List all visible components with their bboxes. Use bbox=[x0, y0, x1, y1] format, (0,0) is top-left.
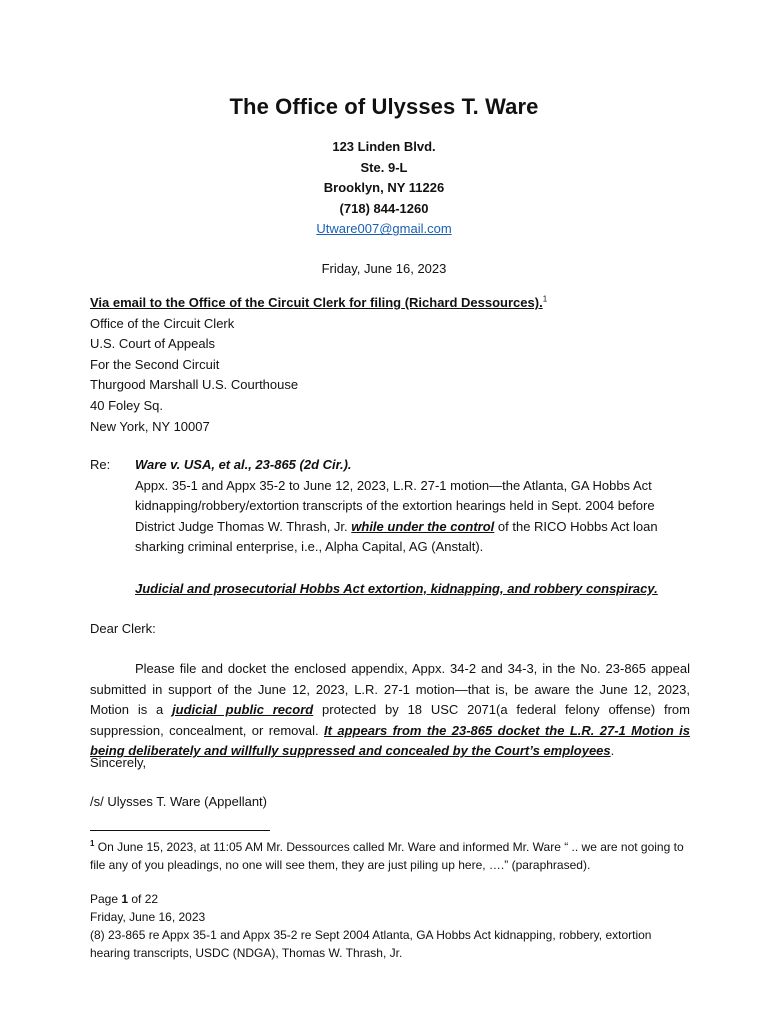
recipient-line: 40 Foley Sq. bbox=[90, 397, 163, 413]
recipient-line: Thurgood Marshall U.S. Courthouse bbox=[90, 377, 299, 393]
letter-date: Friday, June 16, 2023 bbox=[321, 261, 447, 276]
letterhead-address bbox=[0, 137, 768, 240]
recipient-block bbox=[90, 293, 690, 437]
body-paragraph bbox=[90, 659, 690, 762]
footnote-ref[interactable]: 1 bbox=[542, 294, 548, 304]
via-line: Via email to the Office of the Circuit Clerk for filing (Richard Dessources). bbox=[90, 295, 543, 310]
letterhead-title: The Office of Ulysses T. Ware bbox=[229, 94, 539, 119]
recipient-line: Office of the Circuit Clerk bbox=[90, 315, 235, 331]
re-body bbox=[135, 455, 676, 599]
address-suite: Ste. 9-L bbox=[360, 159, 408, 175]
body-emphasis: judicial public record bbox=[172, 702, 314, 718]
signature: /s/ Ulysses T. Ware (Appellant) bbox=[90, 794, 267, 809]
page-footer bbox=[90, 890, 690, 962]
footer-description: (8) 23-865 re Appx 35-1 and Appx 35-2 re Sept 2004 Atlanta, GA Hobbs Act kidnapping, robbery, extortion hearing transcripts, USDC (NDGA), Thomas W. Thrash, Jr. bbox=[90, 928, 652, 960]
phone-number: (718) 844-1260 bbox=[339, 200, 429, 216]
footnote-divider bbox=[90, 830, 270, 831]
recipient-line: New York, NY 10007 bbox=[90, 418, 210, 434]
body-text: protected by 18 USC 2071(a federal felony offense) from suppression, concealment, or removal. bbox=[90, 702, 690, 738]
salutation: Dear Clerk: bbox=[90, 621, 156, 636]
page-number bbox=[90, 890, 690, 908]
email-link[interactable]: Utware007@gmail.com bbox=[316, 221, 452, 237]
footnote-text: On June 15, 2023, at 11:05 AM Mr. Dessources called Mr. Ware and informed Mr. Ware “ .. we are not going to file any of you pleadings, no one will see them, they are just piling up here, ….” (paraphrased). bbox=[90, 840, 684, 872]
page-current: 1 bbox=[121, 892, 129, 906]
footnote-number: 1 bbox=[90, 839, 95, 848]
re-desc-text: Appx. 35-1 and Appx 35-2 to June 12, 2023, L.R. 27-1 motion—the Atlanta, GA Hobbs Act kidnapping/robbery/extortion transcripts of the extortion hearings held in Sept. 2004 before District Judge Thomas W. Thrash, Jr. bbox=[135, 477, 655, 534]
re-conspiracy-line: Judicial and prosecutorial Hobbs Act extortion, kidnapping, and robbery conspiracy. bbox=[135, 580, 658, 596]
re-description bbox=[135, 476, 676, 558]
recipient-line: U.S. Court of Appeals bbox=[90, 336, 216, 352]
re-desc-text: of the RICO Hobbs Act loan sharking criminal enterprise, i.e., Alpha Capital, AG (Anstalt). bbox=[135, 518, 658, 555]
footer-date: Friday, June 16, 2023 bbox=[90, 910, 206, 924]
page-label: Page bbox=[90, 892, 122, 906]
re-label: Re: bbox=[90, 457, 111, 472]
body-text: . bbox=[610, 743, 615, 759]
page-total: of 22 bbox=[128, 892, 159, 906]
closing: Sincerely, bbox=[90, 755, 147, 770]
address-street: 123 Linden Blvd. bbox=[332, 139, 436, 154]
case-caption: Ware v. USA, et al., 23-865 (2d Cir.). bbox=[135, 457, 352, 472]
body-emphasis: It appears from the 23-865 docket the L.R. 27-1 Motion is being deliberately and willfully suppressed and concealed by the Court’s employees bbox=[90, 722, 691, 759]
footnote bbox=[90, 838, 690, 874]
recipient-line: For the Second Circuit bbox=[90, 356, 220, 372]
re-block bbox=[90, 455, 690, 599]
address-city: Brooklyn, NY 11226 bbox=[323, 180, 445, 196]
body-text: Please file and docket the enclosed appendix, Appx. 34-2 and 34-3, in the No. 23-865 appeal submitted in support of the June 12, 2023, L.R. 27-1 motion—that is, be aware the June 12, 2023, Motion is a bbox=[90, 661, 690, 718]
re-desc-emphasis: while under the control bbox=[351, 518, 495, 534]
